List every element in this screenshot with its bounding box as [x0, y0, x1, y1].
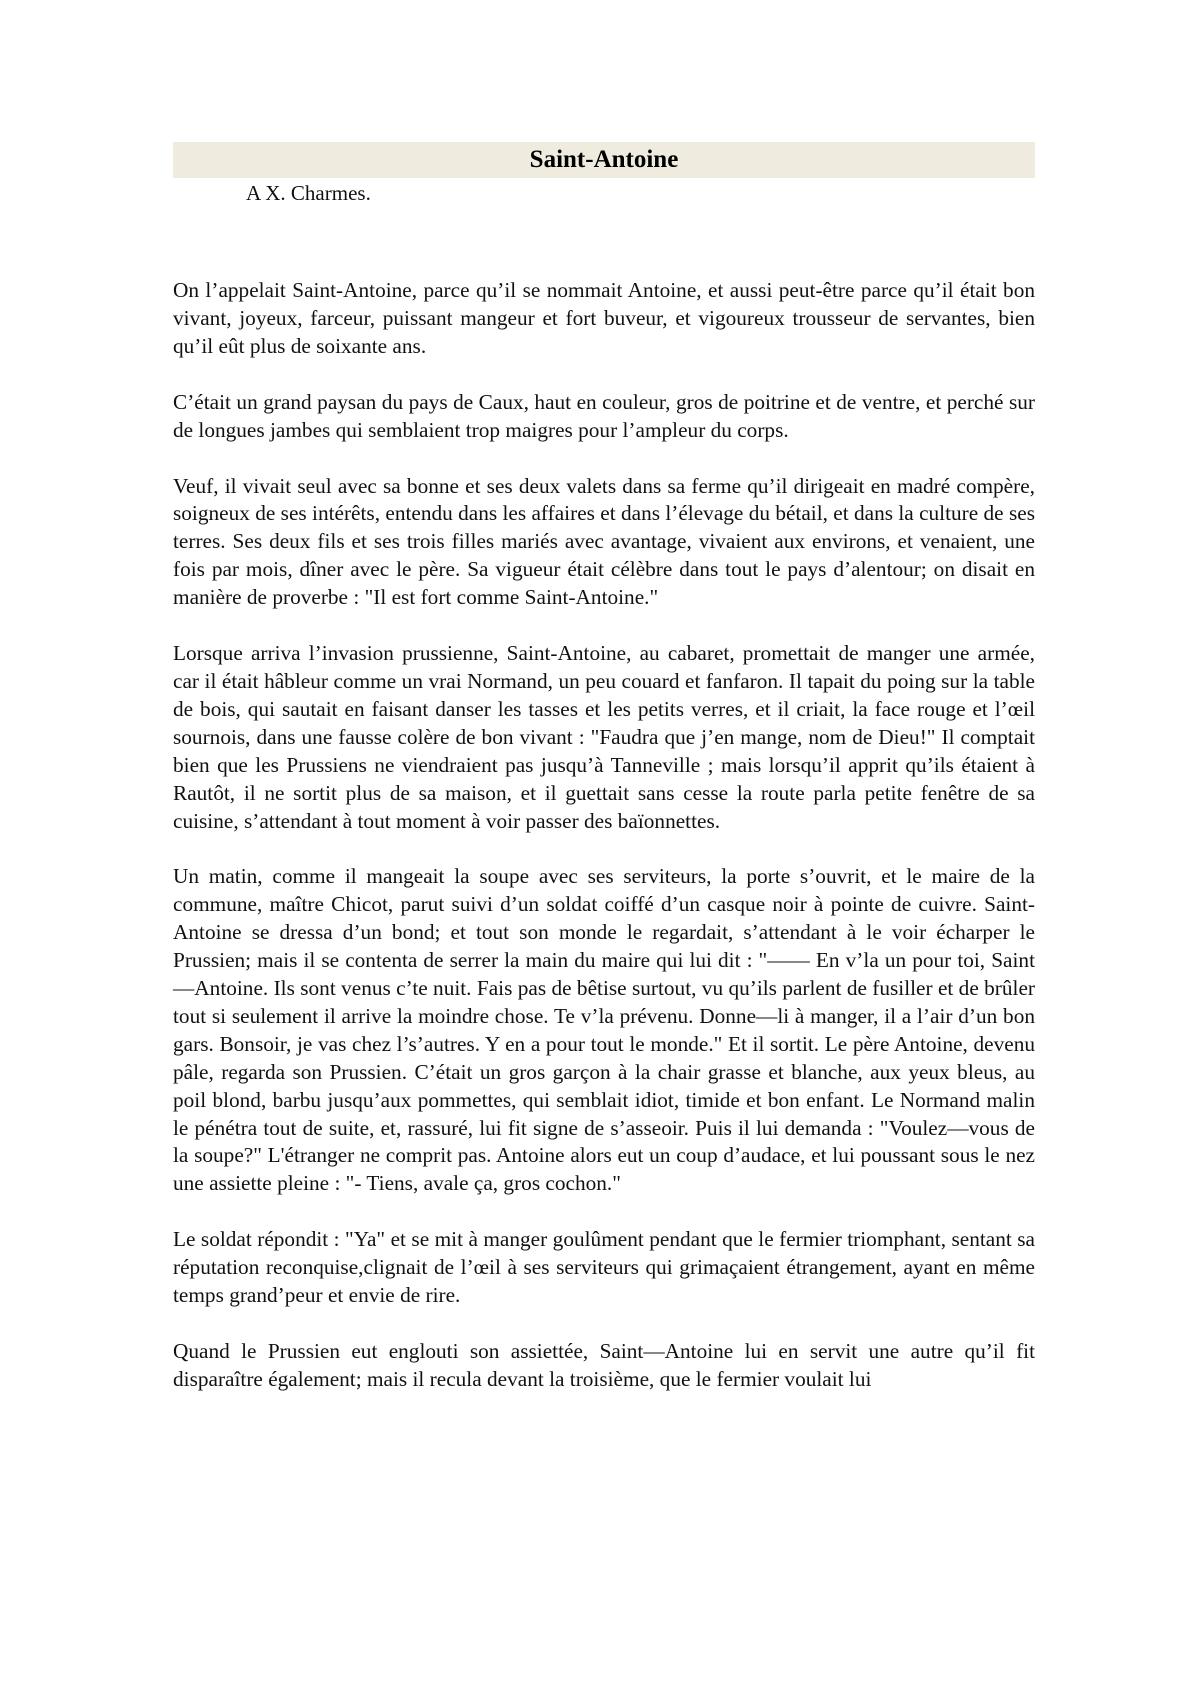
- title-bar: [173, 142, 1035, 178]
- document-page: [173, 142, 1035, 1394]
- paragraph: On l’appelait Saint-Antoine, parce qu’il se nommait Antoine, et aussi peut-être parce qu’il était bon vivant, joyeux, farceur, puissant mangeur et fort buveur, et vigoureux trousseur de servantes, bien qu’il eût plus de soixante ans.: [173, 278, 1035, 358]
- document-title: Saint-Antoine: [529, 146, 679, 173]
- document-body: [173, 277, 1035, 1394]
- dedication: A X. Charmes.: [246, 181, 371, 205]
- paragraph: Quand le Prussien eut englouti son assiettée, Saint—Antoine lui en servit une autre qu’il fit disparaître également; mais il recula devant la troisième, que le fermier voulait lui: [173, 1339, 1035, 1391]
- paragraph: Veuf, il vivait seul avec sa bonne et ses deux valets dans sa ferme qu’il dirigeait en madré compère, soigneux de ses intérêts, entendu dans les affaires et dans l’élevage du bétail, et dans la culture de ses terres. Ses deux fils et ses trois filles mariés avec avantage, vivaient aux environs, et venaient, une fois par mois, dîner avec le père. Sa vigueur était célèbre dans tout le pays d’alentour; on disait en manière de proverbe : "Il est fort comme Saint-Antoine.": [173, 473, 1035, 610]
- paragraph: Un matin, comme il mangeait la soupe avec ses serviteurs, la porte s’ouvrit, et le maire de la commune, maître Chicot, parut suivi d’un soldat coiffé d’un casque noir à pointe de cuivre. Saint-Antoine se dressa d’un bond; et tout son monde le regardait, s’attendant à le voir écharper le Prussien; mais il se contenta de serrer la main du maire qui lui dit : "—— En v’la un pour toi, Saint—Antoine. Ils sont venus c’te nuit. Fais pas de bêtise surtout, vu qu’ils parlent de fusiller et de brûler tout si seulement il arrive la moindre chose. Te v’la prévenu. Donne—li à manger, il a l’air d’un bon gars. Bonsoir, je vas chez l’s’autres. Y en a pour tout le monde." Et il sortit. Le père Antoine, devenu pâle, regarda son Prussien. C’était un gros garçon à la chair grasse et blanche, aux yeux bleus, au poil blond, barbu jusqu’aux pommettes, qui semblait idiot, timide et bon enfant. Le Normand malin le pénétra tout de suite, et, rassuré, lui fit signe de s’asseoir. Puis il lui demanda : "Voulez—vous de la soupe?" L'étranger ne comprit pas. Antoine alors eut un coup d’audace, et lui poussant sous le nez une assiette pleine : "- Tiens, avale ça, gros cochon.": [173, 864, 1035, 1196]
- paragraph: Le soldat répondit : "Ya" et se mit à manger goulûment pendant que le fermier triomphant, sentant sa réputation reconquise,clignait de l’œil à ses serviteurs qui grimaçaient étrangement, ayant en même temps grand’peur et envie de rire.: [173, 1227, 1035, 1308]
- paragraph: Lorsque arriva l’invasion prussienne, Saint-Antoine, au cabaret, promettait de manger une armée, car il était hâbleur comme un vrai Normand, un peu couard et fanfaron. Il tapait du poing sur la table de bois, qui sautait en faisant danser les tasses et les petits verres, et il criait, la face rouge et l’œil sournois, dans une fausse colère de bon vivant : "Faudra que j’en mange, nom de Dieu!" Il comptait bien que les Prussiens ne viendraient pas jusqu’à Tanneville ; mais lorsqu’il apprit qu’ils étaient à Rautôt, il ne sortit plus de sa maison, et il guettait sans cesse la route parla petite fenêtre de sa cuisine, s’attendant à tout moment à voir passer des baïonnettes.: [173, 641, 1035, 833]
- paragraph: C’était un grand paysan du pays de Caux, haut en couleur, gros de poitrine et de ventre, et perché sur de longues jambes qui semblaient trop maigres pour l’ampleur du corps.: [173, 389, 1035, 442]
